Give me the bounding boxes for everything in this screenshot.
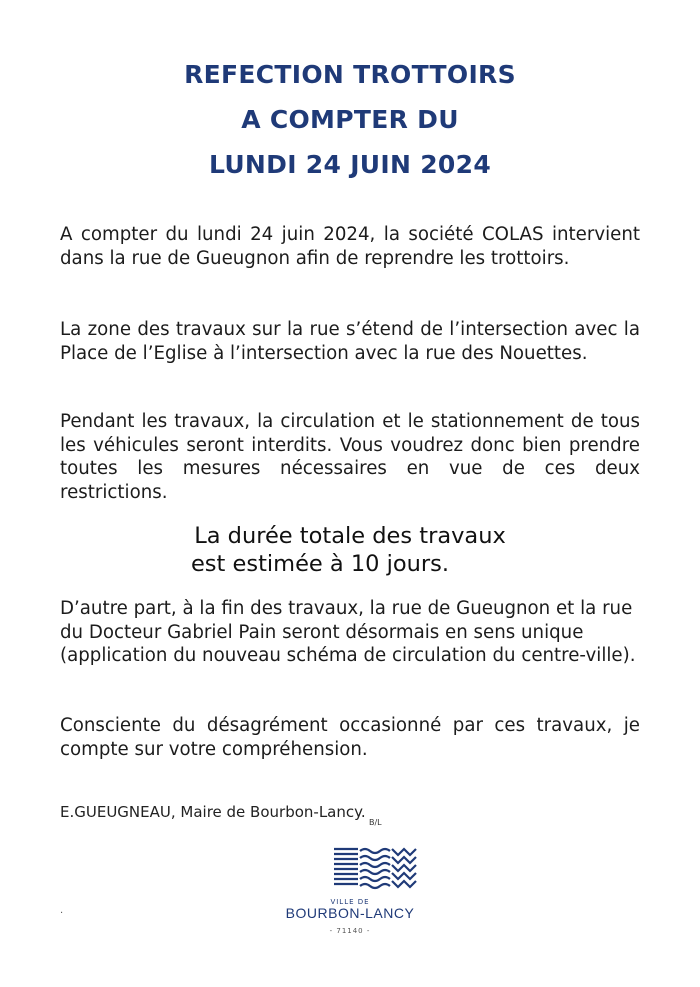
initials: B/L <box>369 818 382 827</box>
title-line-3: LUNDI 24 JUIN 2024 <box>208 150 492 179</box>
footer-dot: . <box>60 905 64 916</box>
duration-notice <box>0 522 700 578</box>
paragraph-zone: La zone des travaux sur la rue s’étend de l’intersection avec la Place de l’Eglise à l’intersection avec la rue des Nouettes. <box>60 319 640 364</box>
logo-postal-code: - 71140 - <box>329 927 371 935</box>
notice-title <box>0 52 700 187</box>
title-line-1: REFECTION TROTTOIRS <box>184 60 516 89</box>
logo-city-name: BOURBON-LANCY <box>285 905 415 921</box>
signature: E.GUEUGNEAU, Maire de Bourbon-Lancy. <box>60 803 366 821</box>
duration-line-1: La durée totale des travaux <box>194 523 506 549</box>
title-line-2: A COMPTER DU <box>241 105 459 134</box>
paragraph-intro: A compter du lundi 24 juin 2024, la société COLAS intervient dans la rue de Gueugnon afin de reprendre les trottoirs. <box>60 224 640 269</box>
paragraph-restrictions: Pendant les travaux, la circulation et le stationnement de tous les véhicules seront interdits. Vous voudrez donc bien prendre toutes les mesures nécessaires en vue de ces deux restrictions. <box>60 411 640 503</box>
paragraph-closing: Consciente du désagrément occasionné par ces travaux, je compte sur votre compréhension. <box>60 715 640 760</box>
logo-ville-de: VILLE DE <box>330 898 370 906</box>
paragraph-one-way: D’autre part, à la fin des travaux, la rue de Gueugnon et la rue du Docteur Gabriel Pain seront désormais en sens unique (application du nouveau schéma de circulation du centre-ville). <box>60 598 636 667</box>
duration-line-2: est estimée à 10 jours. <box>190 551 450 577</box>
city-logo-emblem <box>332 845 420 891</box>
